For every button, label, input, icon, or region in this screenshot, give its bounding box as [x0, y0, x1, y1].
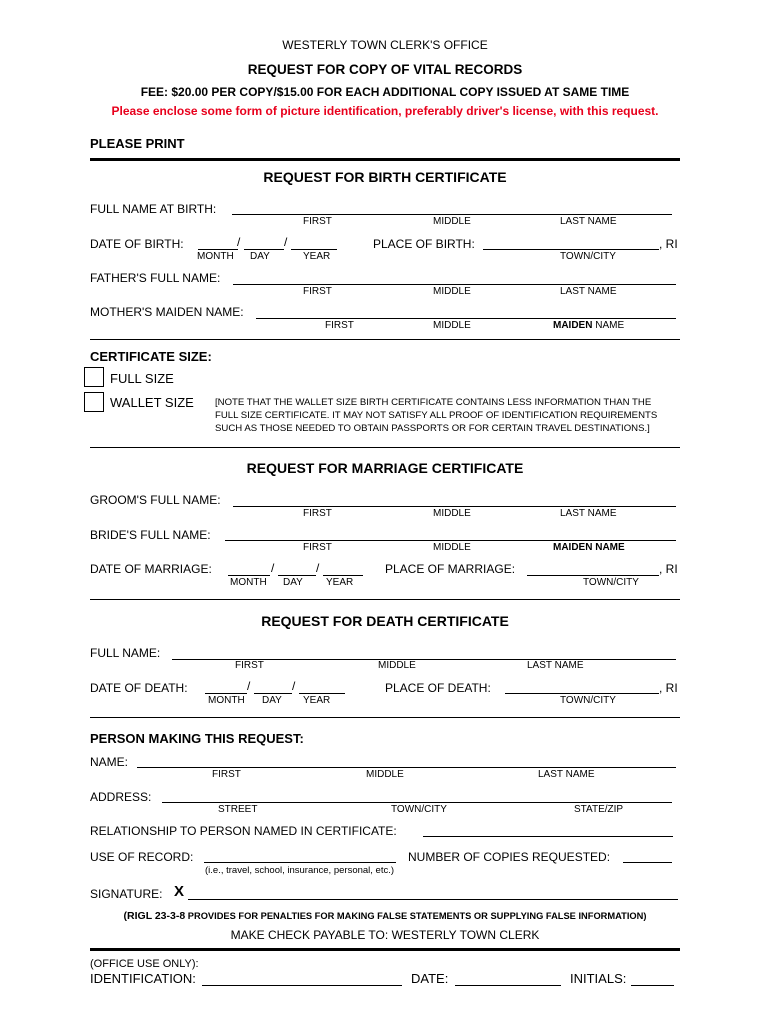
sub-year: YEAR: [303, 251, 331, 262]
full-size-label: FULL SIZE: [110, 371, 174, 386]
office-use-label: (OFFICE USE ONLY):: [90, 958, 199, 970]
dom-year-field[interactable]: [323, 575, 363, 576]
slash: /: [247, 679, 251, 693]
requester-name-label: NAME:: [90, 755, 129, 769]
marriage-heading: REQUEST FOR MARRIAGE CERTIFICATE: [246, 460, 524, 476]
initials-label: INITIALS:: [570, 971, 627, 986]
ri-suffix: , RI: [659, 681, 678, 695]
slash: /: [292, 679, 296, 693]
sub-town-city: TOWN/CITY: [391, 804, 447, 815]
check-payable-name: WESTERLY TOWN CLERK: [391, 928, 540, 942]
sub-first: FIRST: [303, 286, 332, 297]
dom-label: DATE OF MARRIAGE:: [90, 562, 212, 576]
mother-name-field[interactable]: [256, 318, 676, 319]
sub-last-name: LAST NAME: [560, 508, 617, 519]
slash: /: [284, 235, 288, 249]
pod-label: PLACE OF DEATH:: [385, 681, 491, 695]
ri-suffix: , RI: [659, 237, 678, 251]
mother-name-label: MOTHER'S MAIDEN NAME:: [90, 305, 244, 319]
dob-day-field[interactable]: [244, 249, 284, 250]
initials-field[interactable]: [631, 985, 674, 986]
sub-town-city: TOWN/CITY: [560, 695, 616, 706]
sub-first: FIRST: [325, 320, 354, 331]
sub-first: FIRST: [303, 542, 332, 553]
father-name-field[interactable]: [233, 284, 676, 285]
note-line: SUCH AS THOSE NEEDED TO OBTAIN PASSPORTS OR FOR CERTAIN TRAVEL DESTINATIONS.]: [215, 423, 650, 434]
groom-name-label: GROOM'S FULL NAME:: [90, 493, 221, 507]
bride-name-field[interactable]: [225, 540, 676, 541]
sub-town-city: TOWN/CITY: [583, 577, 639, 588]
identification-field[interactable]: [202, 985, 402, 986]
section-divider: [90, 447, 680, 448]
signature-field[interactable]: [188, 899, 678, 900]
sub-year: YEAR: [303, 695, 331, 706]
sub-middle: MIDDLE: [433, 216, 471, 227]
fee-line: FEE: $20.00 PER COPY/$15.00 FOR EACH ADDITIONAL COPY ISSUED AT SAME TIME: [140, 85, 630, 99]
slash: /: [271, 561, 275, 575]
section-divider: [90, 948, 680, 951]
sub-last-name: LAST NAME: [527, 660, 584, 671]
bride-name-label: BRIDE'S FULL NAME:: [90, 528, 211, 542]
full-size-checkbox[interactable]: [84, 367, 104, 387]
wallet-size-checkbox[interactable]: [84, 392, 104, 412]
sub-last-name: LAST NAME: [560, 216, 617, 227]
copies-label: NUMBER OF COPIES REQUESTED:: [408, 850, 611, 864]
wallet-size-note: [215, 396, 657, 435]
requester-heading: PERSON MAKING THIS REQUEST:: [90, 731, 304, 746]
penalty-statute: (RIGL 23-3-8: [123, 910, 186, 922]
use-of-record-hint: (i.e., travel, school, insurance, personal, etc.): [205, 865, 395, 876]
dod-day-field[interactable]: [254, 693, 292, 694]
cert-size-heading: CERTIFICATE SIZE:: [90, 349, 212, 364]
groom-name-field[interactable]: [233, 506, 676, 507]
sub-middle: MIDDLE: [366, 769, 404, 780]
birth-full-name-label: FULL NAME AT BIRTH:: [90, 202, 217, 216]
penalty-notice: [0, 910, 770, 922]
section-divider: [90, 717, 680, 718]
sub-first: FIRST: [303, 508, 332, 519]
sub-last-name: LAST NAME: [560, 286, 617, 297]
check-payable-prefix: MAKE CHECK PAYABLE TO:: [230, 928, 389, 942]
id-notice: Please enclose some form of picture identification, preferably driver's license, with this request.: [111, 104, 659, 118]
pod-field[interactable]: [505, 693, 659, 694]
check-payable: [0, 928, 770, 942]
dod-label: DATE OF DEATH:: [90, 681, 188, 695]
death-full-name-label: FULL NAME:: [90, 646, 161, 660]
relationship-field[interactable]: [423, 836, 673, 837]
sub-maiden-bold: MAIDEN: [553, 320, 593, 331]
slash: /: [316, 561, 320, 575]
pob-field[interactable]: [483, 249, 659, 250]
pob-label: PLACE OF BIRTH:: [373, 237, 475, 251]
sub-maiden-name: MAIDEN NAME: [553, 542, 625, 553]
birth-full-name-field[interactable]: [232, 214, 672, 215]
please-print: PLEASE PRINT: [90, 136, 185, 151]
sub-last-name: LAST NAME: [538, 769, 595, 780]
office-name: WESTERLY TOWN CLERK'S OFFICE: [282, 38, 488, 52]
sub-month: MONTH: [208, 695, 245, 706]
dod-month-field[interactable]: [205, 693, 247, 694]
relationship-label: RELATIONSHIP TO PERSON NAMED IN CERTIFICATE:: [90, 824, 397, 838]
sub-day: DAY: [250, 251, 270, 262]
sub-day: DAY: [262, 695, 282, 706]
use-of-record-field[interactable]: [204, 862, 396, 863]
pom-label: PLACE OF MARRIAGE:: [385, 562, 516, 576]
identification-label: IDENTIFICATION:: [90, 971, 196, 986]
sub-first: FIRST: [303, 216, 332, 227]
address-label: ADDRESS:: [90, 790, 152, 804]
form-title: REQUEST FOR COPY OF VITAL RECORDS: [247, 62, 523, 77]
section-divider: [90, 158, 680, 161]
sub-middle: MIDDLE: [433, 320, 471, 331]
address-field[interactable]: [162, 802, 672, 803]
dod-year-field[interactable]: [299, 693, 345, 694]
signature-x-mark: X: [174, 883, 185, 900]
dob-label: DATE OF BIRTH:: [90, 237, 184, 251]
sub-first: FIRST: [235, 660, 264, 671]
pom-field[interactable]: [527, 575, 659, 576]
office-date-label: DATE:: [411, 971, 449, 986]
sub-maiden-name: [553, 320, 624, 331]
sub-month: MONTH: [197, 251, 234, 262]
sub-town-city: TOWN/CITY: [560, 251, 616, 262]
signature-label: SIGNATURE:: [90, 887, 163, 901]
sub-month: MONTH: [230, 577, 267, 588]
dom-day-field[interactable]: [278, 575, 316, 576]
use-of-record-label: USE OF RECORD:: [90, 850, 194, 864]
dob-year-field[interactable]: [291, 249, 337, 250]
dob-month-field[interactable]: [198, 249, 238, 250]
death-heading: REQUEST FOR DEATH CERTIFICATE: [261, 613, 509, 629]
ri-suffix: , RI: [659, 562, 678, 576]
sub-middle: MIDDLE: [378, 660, 416, 671]
sub-year: YEAR: [326, 577, 354, 588]
dom-month-field[interactable]: [228, 575, 270, 576]
note-line: [NOTE THAT THE WALLET SIZE BIRTH CERTIFICATE CONTAINS LESS INFORMATION THAN THE: [215, 397, 652, 408]
section-divider: [90, 599, 680, 600]
copies-field[interactable]: [623, 862, 672, 863]
slash: /: [237, 235, 241, 249]
sub-middle: MIDDLE: [433, 508, 471, 519]
section-divider: [90, 339, 680, 340]
penalty-text: PROVIDES FOR PENALTIES FOR MAKING FALSE STATEMENTS OR SUPPLYING FALSE INFORMATION): [185, 911, 647, 921]
sub-first: FIRST: [212, 769, 241, 780]
sub-day: DAY: [283, 577, 303, 588]
requester-name-field[interactable]: [137, 767, 676, 768]
sub-middle: MIDDLE: [433, 542, 471, 553]
sub-name: NAME: [595, 320, 625, 331]
sub-state-zip: STATE/ZIP: [574, 804, 624, 815]
sub-street: STREET: [218, 804, 258, 815]
wallet-size-label: WALLET SIZE: [110, 395, 194, 410]
sub-middle: MIDDLE: [433, 286, 471, 297]
office-date-field[interactable]: [455, 985, 561, 986]
birth-heading: REQUEST FOR BIRTH CERTIFICATE: [263, 169, 507, 185]
father-name-label: FATHER'S FULL NAME:: [90, 271, 221, 285]
note-line: FULL SIZE CERTIFICATE. IT MAY NOT SATISFY ALL PROOF OF IDENTIFICATION REQUIREMENTS: [215, 410, 658, 421]
